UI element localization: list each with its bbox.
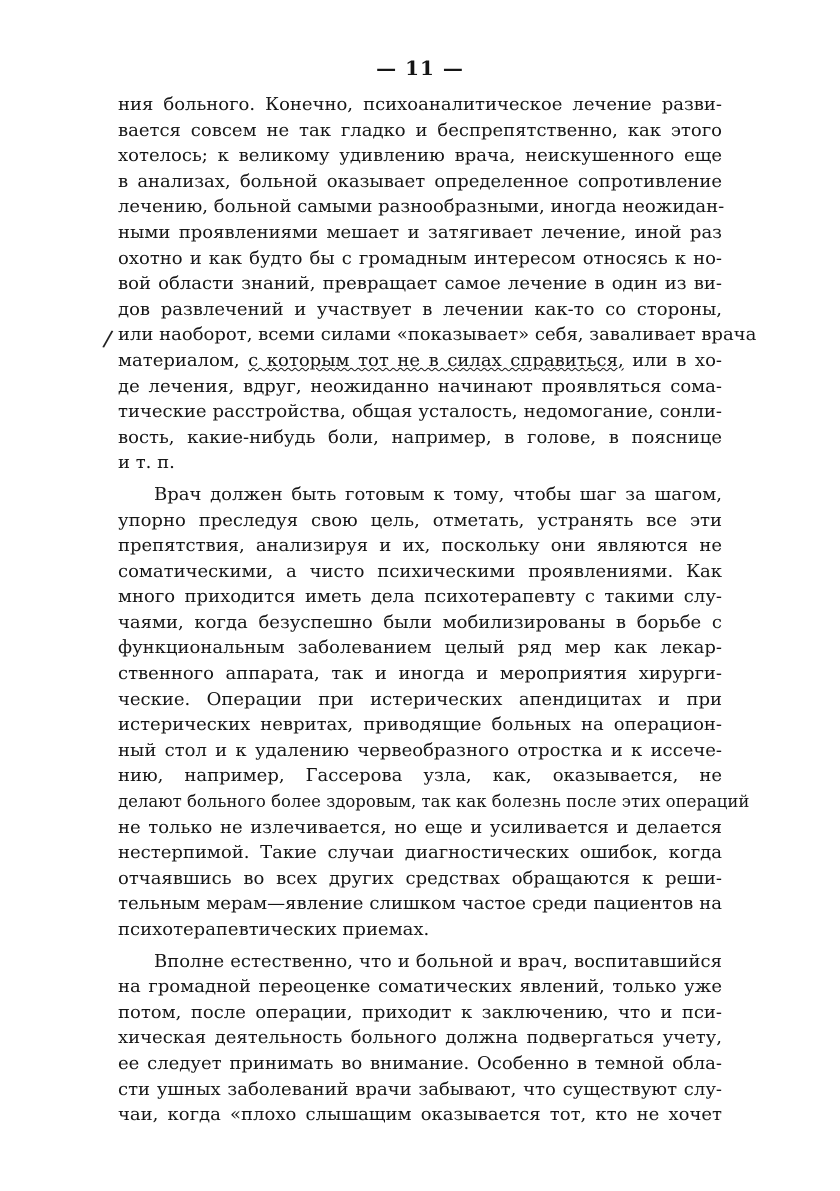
- text-line: потом, после операции, приходит к заключению, что и пси-: [118, 1001, 722, 1023]
- text-line: в анализах, больной оказывает определенное сопротивление: [118, 170, 722, 192]
- text-line-indent: Врач должен быть готовым к тому, чтобы шаг за шагом,: [154, 483, 722, 505]
- text-line: на громадной переоценке соматических явлений, только уже: [118, 976, 722, 998]
- text-line: вой области знаний, превращает самое лечение в один из ви-: [118, 273, 722, 295]
- text-line: нию, например, Гассерова узла, как, оказывается, не: [118, 765, 722, 787]
- text-line: соматическими, а чисто психическими проявлениями. Как: [118, 560, 722, 582]
- text-line-indent: Вполне естественно, что и больной и врач, воспитавшийся: [154, 950, 722, 972]
- text-line: ный стол и к удалению червеобразного отростка и к иссече-: [118, 739, 722, 761]
- text-line: или наоборот, всеми силами «показывает» себя, заваливает врача: [118, 324, 757, 346]
- text-line: много приходится иметь дела психотерапевту с такими слу-: [118, 586, 722, 608]
- text-line: нестерпимой. Такие случаи диагностических ошибок, когда: [118, 842, 722, 864]
- margin-pencil-mark: /: [101, 326, 114, 353]
- text-line: тельным мерам—явление слишком частое среди пациентов на: [118, 893, 722, 915]
- text-line: ее следует принимать во внимание. Особенно в темной обла-: [118, 1052, 722, 1074]
- text-line: чаями, когда безуспешно были мобилизированы в борьбе с: [118, 611, 722, 633]
- body-text: [118, 92, 757, 1128]
- text-line: ными проявлениями мешает и затягивает лечение, иной раз: [118, 221, 722, 243]
- text-line-last: психотерапевтических приемах.: [118, 919, 430, 940]
- text-line-underlined: материалом, с которым тот не в силах справиться, или в хо-: [118, 349, 722, 371]
- text-line: ственного аппарата, так и иногда и мероприятия хирурги-: [118, 663, 722, 685]
- text-line: лечению, больной самыми разнообразными, иногда неожидан-: [118, 196, 725, 218]
- text-line: не только не излечивается, но еще и усиливается и делается: [118, 816, 722, 838]
- text-line: сти ушных заболеваний врачи забывают, что существуют слу-: [118, 1078, 722, 1100]
- text-line: ческие. Операции при истерических апендицитах и при: [118, 688, 722, 710]
- text-line: хическая деятельность больного должна подвергаться учету,: [118, 1027, 722, 1049]
- text-line: упорно преследуя свою цель, отметать, устранять все эти: [118, 509, 722, 531]
- text-line: функциональным заболеванием целый ряд мер как лекар-: [118, 637, 722, 659]
- text-line: дов развлечений и участвует в лечении как-то со стороны,: [118, 298, 722, 320]
- text-line: вается совсем не так гладко и беспрепятственно, как этого: [118, 119, 722, 141]
- text-line: де лечения, вдруг, неожиданно начинают проявляться сома-: [118, 375, 722, 397]
- text-line: хотелось; к великому удивлению врача, неискушенного еще: [118, 145, 722, 167]
- text-line: препятствия, анализируя и их, поскольку они являются не: [118, 535, 722, 557]
- text-line: истерических невритах, приводящие больных на операцион-: [118, 714, 722, 736]
- text-line: отчаявшись во всех других средствах обращаются к реши-: [118, 867, 722, 889]
- text-line-last: и т. п.: [118, 452, 175, 474]
- page-number: — 11 —: [376, 56, 464, 80]
- text-line: вость, какие-нибудь боли, например, в голове, в пояснице: [118, 426, 722, 448]
- text-line: охотно и как будто бы с громадным интересом относясь к но-: [118, 247, 722, 269]
- text-line: чаи, когда «плохо слышащим оказывается тот, кто не хочет: [118, 1104, 722, 1126]
- underlined-fragment: с которым тот не в силах справиться,: [248, 349, 624, 371]
- text-line: тические расстройства, общая усталость, недомогание, сонли-: [118, 401, 722, 423]
- text-line: делают больного более здоровым, так как болезнь после этих операций: [118, 792, 750, 812]
- text-line: ния больного. Конечно, психоаналитическое лечение разви-: [118, 94, 722, 115]
